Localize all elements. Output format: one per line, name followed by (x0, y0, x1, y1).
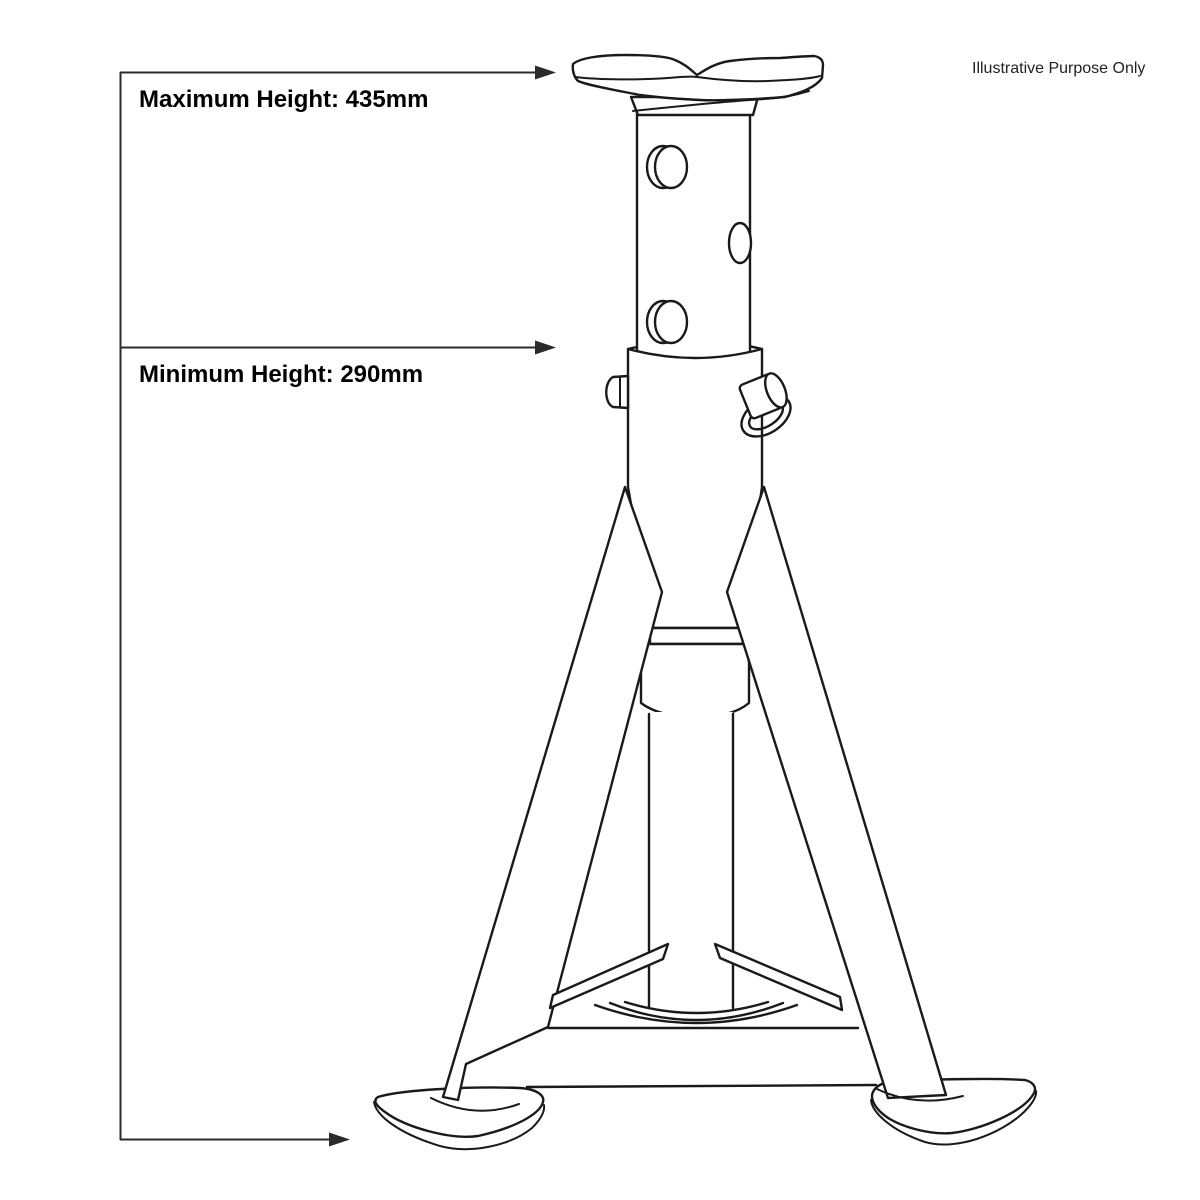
watermark-note: Illustrative Purpose Only (972, 60, 1146, 77)
base-arrowhead (329, 1133, 350, 1147)
front-ground-line (527, 1085, 876, 1087)
adjuster-block (641, 644, 749, 717)
min-height-arrowhead (535, 341, 556, 355)
hole-middle (729, 223, 751, 263)
max-height-arrowhead (535, 66, 556, 80)
min-height-label: Minimum Height: 290mm (139, 361, 424, 388)
pin-stub-end (606, 376, 628, 408)
collar-band (650, 628, 743, 644)
hole-top (655, 146, 687, 188)
max-height-label: Maximum Height: 435mm (139, 86, 429, 113)
axle-stand-figure (374, 55, 1036, 1149)
pin-stub (606, 376, 628, 408)
centre-tube-body (649, 712, 733, 1008)
hole-bottom (655, 301, 687, 343)
